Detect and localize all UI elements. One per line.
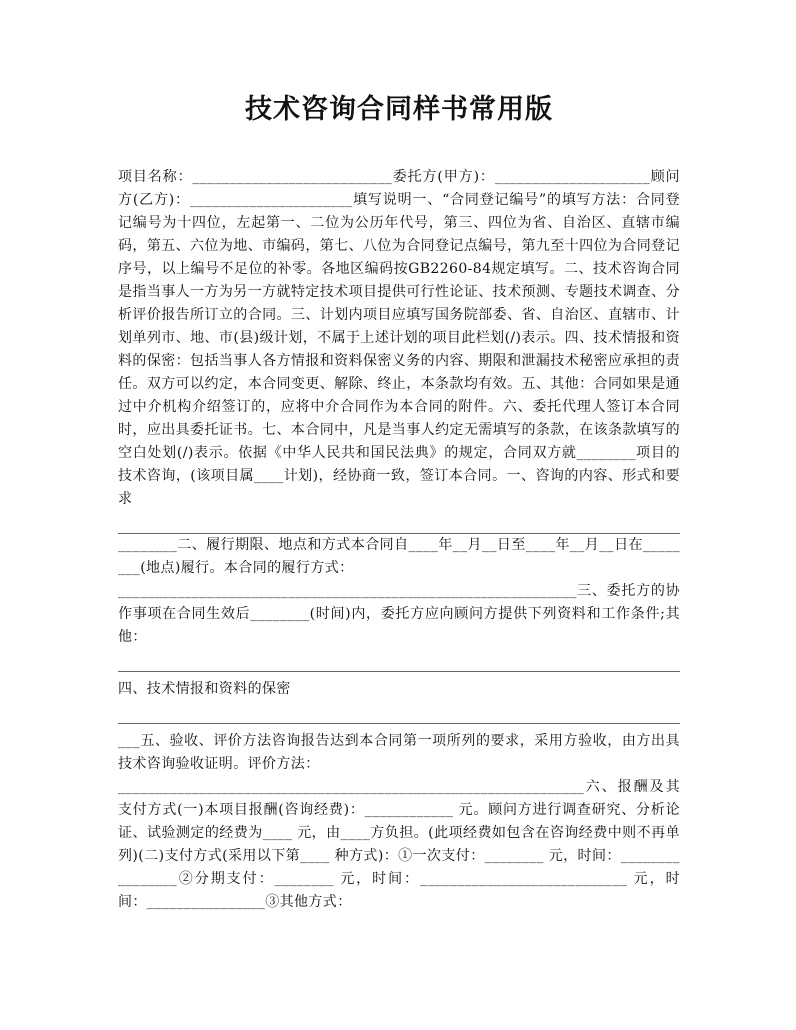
blank-line (118, 701, 680, 724)
section-3-paragraph: ______________________________________________________________三、委托方的协作事项在合同生效后________(时间)内，委托方应向顾问方提供下列资料和工作条件;其他： (118, 583, 680, 645)
section-6-paragraph: _______________________________________________________________六、报酬及其支付方式(一)本项目报酬(咨询经费)：____________ 元。顾问方进行调查研究、分析论证、试验测定的经费为____ 元，由____方负担。(此项经费如包含在咨询经费中则不再单列)(二)支付方式(采用以下第____ 种方式)：①一次支付：________ 元，时间：________________②分期支付：________ 元，时间：____________________________ 元，时间：________________③其他方式： (118, 779, 680, 910)
section-4-heading: 四、技术情报和资料的保密 (118, 681, 291, 697)
section-2-paragraph: ________二、履行期限、地点和方式本合同自____年__月__日至____年__月__日在________(地点)履行。本合同的履行方式： (118, 537, 680, 576)
document-page (118, 88, 680, 914)
intro-paragraph: 项目名称：___________________________委托方(甲方)：_____________________顾问方(乙方)：______________________填写说明一、“合同登记编号”的填写方法：合同登记编号为十四位，左起第一、二位为公历年代号，第三、四位为省、自治区、直辖市编码，第五、六位为地、市编码，第七、八位为合同登记点编号，第九至十四位为合同登记序号，以上编号不足位的补零。各地区编码按GB2260-84规定填写。二、技术咨询合同是指当事人一方为另一方就特定技术项目提供可行性论证、技术预测、专题技术调查、分析评价报告所订立的合同。三、计划内项目应填写国务院部委、省、自治区、直辖市、计划单列市、地、市(县)级计划，不属于上述计划的项目此栏划(/)表示。四、技术情报和资料的保密：包括当事人各方情报和资料保密义务的内容、期限和泄漏技术秘密应承担的责任。双方可以约定，本合同变更、解除、终止，本条款均有效。五、其他：合同如果是通过中介机构介绍签订的，应将中介合同作为本合同的附件。六、委托代理人签订本合同时，应出具委托证书。七、本合同中，凡是当事人约定无需填写的条款，在该条款填写的空白处划(/)表示。依据《中华人民共和国民法典》的规定，合同双方就________项目的技术咨询，(该项目属____计划)，经协商一致，签订本合同。一、咨询的内容、形式和要求 (118, 169, 680, 507)
section-5-paragraph: ___五、验收、评价方法咨询报告达到本合同第一项所列的要求，采用方验收，由方出具技术咨询验收证明。评价方法： (118, 733, 680, 772)
document-title: 技术咨询合同样书常用版 (245, 94, 553, 125)
blank-line (118, 511, 680, 534)
blank-line (118, 649, 680, 672)
